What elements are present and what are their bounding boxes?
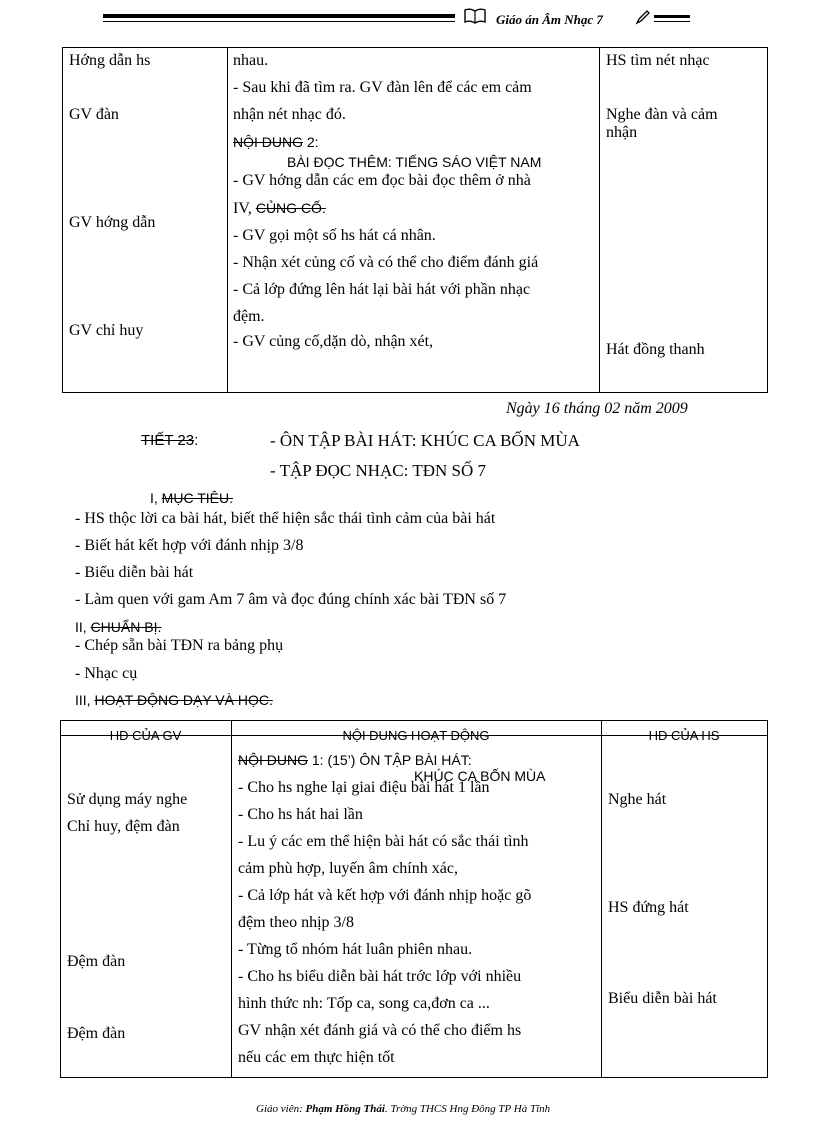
t2-gv-2: Chỉ huy, đệm đàn [67,818,180,835]
header-student-activity: HĐ CỦA HS [648,728,720,743]
t2-line: nếu các em thực hiện tốt [238,1049,395,1066]
t1-gv-3: GV hớng dẫn [69,214,156,231]
t2-line: đệm theo nhịp 3/8 [238,914,354,931]
t2-line: hình thức nh: Tốp ca, song ca,đơn ca ... [238,995,490,1012]
t2-content-heading: NỘI DUNG 1: (15’) ÔN TẬP BÀI HÁT: [238,752,472,768]
t2-hs-1: Nghe hát [608,791,667,808]
t2-line: - Cho hs hát hai lần [238,806,363,823]
section-objectives-heading: I, MỤC TIÊU. [150,490,233,506]
t1-reading-title: BÀI ĐỌC THÊM: TIẾNG SÁO VIỆT NAM [287,154,542,170]
pen-icon [634,8,652,31]
t1-line: - Nhận xét củng cố và có thể cho điểm đánh giá [233,254,539,271]
t2-line: - Cho hs nghe lại giai điệu bài hát 1 lần [238,779,490,796]
t1-line: - GV củng cố,dặn dò, nhận xét, [233,333,434,350]
t2-line: - Từng tổ nhóm hát luân phiên nhau. [238,941,473,958]
t1-gv-2: GV đàn [69,106,119,123]
t1-line: - Sau khi đã tìm ra. GV đàn lên để các em cảm [233,79,532,96]
t1-line: nhau. [233,52,269,69]
t2-gv-1: Sử dụng máy nghe [67,791,188,808]
t1-hs-2: Nghe đàn và cảm [606,106,718,123]
t1-line: - GV gọi một số hs hát cá nhân. [233,227,436,244]
t1-line: - GV hớng dẫn các em đọc bài đọc thêm ở nhà [233,172,531,189]
section-preparation-heading: II, CHUẨN BỊ. [75,619,162,635]
header-rule-right-thin [654,21,690,22]
section-activities-heading: III, HOẠT ĐỘNG DẠY VÀ HỌC. [75,692,273,708]
objective-item: - Biết hát kết hợp với đánh nhịp 3/8 [75,537,304,554]
header-teacher-activity: HĐ CỦA GV [109,728,182,743]
lesson-number: TIẾT 23: [141,432,199,449]
header-rule-right [654,15,690,18]
t1-consolidation-heading: IV, CỦNG CỐ. [233,200,326,217]
t2-hs-2: HS đứng hát [608,899,689,916]
objective-item: - Làm quen với gam Am 7 âm và đọc đúng chính xác bài TĐN số 7 [75,591,507,608]
t2-song-title: KHÚC CA BỐN MÙA [414,768,546,784]
t1-hs-2b: nhận [606,124,638,141]
header-title: Giáo án Âm Nhạc 7 [496,12,603,27]
t1-hs-3: Hát đồng thanh [606,341,705,358]
t2-hs-3: Biểu diễn bài hát [608,990,717,1007]
t1-content-heading [233,134,319,150]
teacher-name: Phạm Hồng Thái [305,1103,385,1115]
t2-line: GV nhận xét đánh giá và có thể cho điểm hs [238,1022,522,1039]
header-content: NỘI DUNG HOẠT ĐỘNG [342,728,490,743]
t2-line: cảm phù hợp, luyến âm chính xác, [238,860,458,877]
preparation-item: - Chép sẵn bài TĐN ra bảng phụ [75,637,284,654]
t1-hs-1: HS tìm nét nhạc [606,52,710,69]
preparation-item: - Nhạc cụ [75,665,138,682]
t1-gv-4: GV chỉ huy [69,322,144,339]
book-icon [464,8,486,29]
t1-gv-1: Hớng dẫn hs [69,52,151,69]
t1-line: đệm. [233,308,265,325]
t2-gv-3: Đệm đàn [67,953,126,970]
lesson-title-2: - TẬP ĐỌC NHẠC: TĐN SỐ 7 [270,461,486,480]
header-rule-thin [103,21,455,22]
t1-line: - Cả lớp đứng lên hát lại bài hát với phần nhạc [233,281,531,298]
t2-line: - Cả lớp hát và kết hợp với đánh nhịp hoặc gõ [238,887,532,904]
t1-content-label: NỘI DUNG [233,134,303,150]
lesson-date: Ngày 16 tháng 02 năm 2009 [506,400,688,417]
t2-line: - Lu ý các em thể hiện bài hát có sắc thái tình [238,833,529,850]
objective-item: - HS thộc lời ca bài hát, biết thể hiện sắc thái tình cảm của bài hát [75,510,496,527]
header-rule-thick [103,14,455,18]
t2-gv-4: Đệm đàn [67,1025,126,1042]
t2-line: - Cho hs biểu diễn bài hát trớc lớp với nhiều [238,968,522,985]
t1-content-num: 2: [303,134,319,150]
lesson-title-1: - ÔN TẬP BÀI HÁT: KHÚC CA BỐN MÙA [270,431,580,450]
t1-line: nhận nét nhạc đó. [233,106,346,123]
t1-consolidation-label: CỦNG CỐ. [255,200,326,216]
page-footer: Giáo viên: Phạm Hồng Thái. Trờng THCS Hng Đông TP Hà Tĩnh [256,1103,551,1115]
objective-item: - Biểu diễn bài hát [75,564,194,581]
